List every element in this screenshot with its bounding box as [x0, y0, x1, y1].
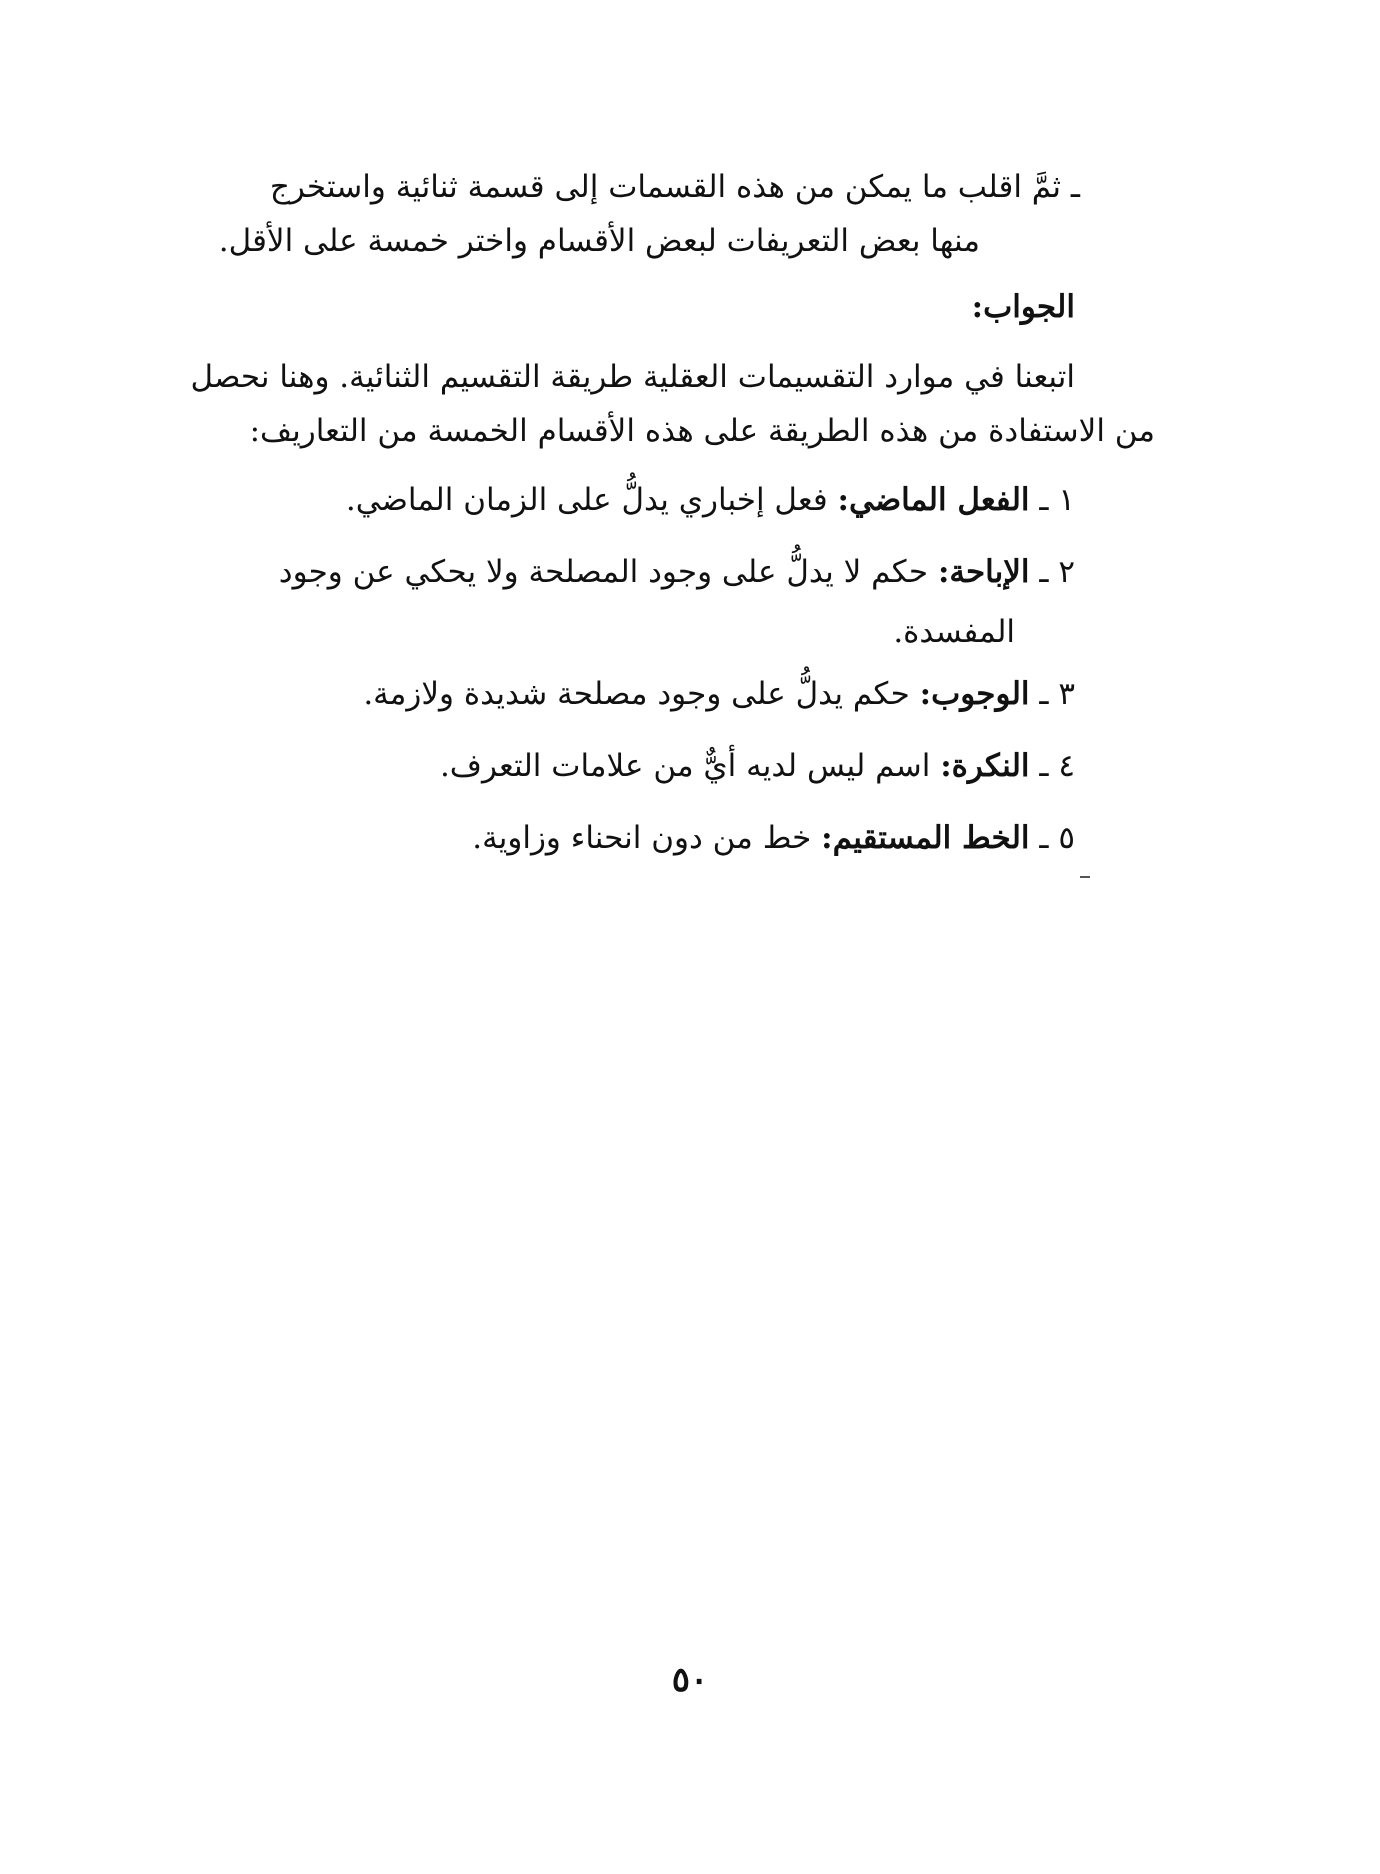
definitions-list [75, 470, 1075, 880]
definition-item-2 [75, 542, 1075, 664]
definition-number: ٥ ـ [1039, 820, 1075, 856]
page-number: ٥٠ [671, 1660, 709, 1700]
definition-text: خط من دون انحناء وزاوية. [472, 820, 812, 856]
definition-number: ٢ ـ [1039, 554, 1075, 590]
definition-term: الإباحة: [937, 554, 1030, 590]
definition-item-5 [75, 808, 1075, 880]
definition-term: النكرة: [940, 748, 1030, 784]
definition-term: الوجوب: [919, 676, 1030, 712]
paragraph-line-2: من الاستفادة من هذه الطريقة على هذه الأقسام الخمسة من التعاريف: [249, 413, 1155, 449]
instruction-line-2: منها بعض التعريفات لبعض الأقسام واختر خمسة على الأقل. [218, 223, 980, 259]
definition-item-3 [75, 664, 1075, 736]
definition-number: ٤ ـ [1039, 748, 1075, 784]
definition-item-4 [75, 736, 1075, 808]
definition-item-1 [75, 470, 1075, 542]
definition-text: حكم يدلُّ على وجود مصلحة شديدة ولازمة. [363, 676, 910, 712]
exercise-instruction [200, 160, 1080, 268]
definition-term: الفعل الماضي: [837, 482, 1030, 518]
answer-heading: الجواب: [971, 289, 1075, 325]
answer-paragraph [75, 350, 1155, 458]
definition-continuation: المفسدة. [893, 614, 1015, 650]
definition-text: اسم ليس لديه أيٌّ من علامات التعرف. [439, 748, 931, 784]
definition-number: ١ ـ [1039, 482, 1075, 518]
instruction-line-1: ـ ثمَّ اقلب ما يمكن من هذه القسمات إلى قسمة ثنائية واستخرج [269, 169, 1080, 205]
scan-dash-mark [1080, 876, 1090, 878]
paragraph-line-1: اتبعنا في موارد التقسيمات العقلية طريقة التقسيم الثنائية. وهنا نحصل [190, 359, 1075, 395]
definition-text: فعل إخباري يدلُّ على الزمان الماضي. [345, 482, 828, 518]
definition-number: ٣ ـ [1039, 676, 1075, 712]
definition-text: حكم لا يدلُّ على وجود المصلحة ولا يحكي عن وجود [278, 554, 929, 590]
definition-term: الخط المستقيم: [821, 820, 1030, 856]
